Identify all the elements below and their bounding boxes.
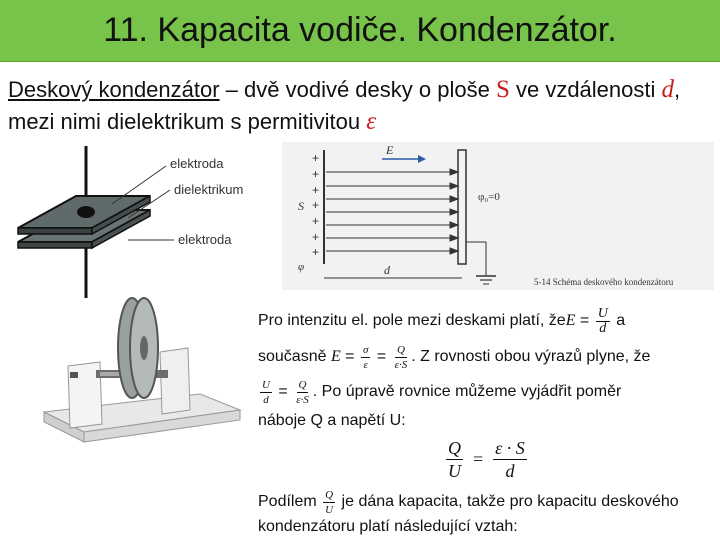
term-plate-capacitor: Deskový kondenzátor (8, 77, 220, 102)
p5-tail: je dána kapacita, takže pro kapacitu deskového (337, 493, 679, 510)
symbol-area: S (495, 76, 510, 103)
p2-tail: . Z rovnosti obou výrazů plyne, že (411, 348, 651, 365)
plus-signs (312, 151, 319, 259)
schema-background (282, 142, 714, 290)
p5-fraction-num: Q (325, 488, 334, 501)
p3-equals: = (273, 383, 293, 400)
p1-symbol-E: E (565, 312, 576, 329)
paragraph-1 (258, 304, 710, 338)
plus-sign: + (312, 198, 320, 212)
page-title: 11. Kapacita vodiče. Kondenzátor. (103, 11, 617, 49)
paragraph-6 (258, 517, 710, 537)
eq-right-den: d (505, 460, 515, 481)
eq-fraction-right (493, 437, 527, 482)
symbol-distance: d (661, 76, 674, 103)
intro-paragraph (8, 74, 714, 138)
p2-equals-1: = (340, 348, 359, 365)
paragraph-4 (258, 411, 710, 431)
p2-fraction-1-den: ε (363, 358, 368, 371)
p5-fraction-den: U (325, 503, 334, 516)
plus-sign: + (312, 245, 320, 259)
disc-hub (140, 336, 148, 360)
adjust-knob (70, 372, 78, 378)
paragraph-3 (258, 374, 710, 410)
plus-sign: + (312, 214, 320, 228)
p2-fraction-2 (393, 343, 410, 372)
bottom-plate-edge (18, 242, 92, 248)
p2-fraction-2-den: ε·S (394, 358, 408, 371)
p2-fraction-2-num: Q (396, 343, 405, 356)
eq-left-num: Q (448, 437, 461, 458)
eq-fraction-left (446, 437, 463, 482)
p1-fraction (596, 307, 610, 336)
title-bar (0, 0, 720, 62)
p5-fraction (323, 488, 335, 517)
symbol-permittivity: ε (366, 108, 377, 135)
paragraph-5 (258, 486, 710, 518)
paragraph-2 (258, 340, 710, 374)
p1-tail: a (611, 312, 626, 329)
p3-fraction-1 (260, 378, 272, 407)
p3-fraction-2-num: Q (298, 378, 307, 391)
p2-symbol-E: E (330, 348, 341, 365)
intro-text-2: ve vzdálenosti (509, 77, 662, 102)
p5-text: Podílem (258, 493, 322, 510)
potential-symbol: φ (298, 261, 305, 273)
p1-equals: = (575, 312, 594, 329)
p4-text: náboje Q a napětí U: (258, 412, 406, 429)
plus-sign: + (312, 183, 320, 197)
capacitor-schema-figure (282, 142, 714, 290)
plus-sign: + (312, 167, 320, 181)
intro-text-1: – dvě vodivé desky o ploše (219, 77, 496, 102)
capacity-equation (444, 434, 529, 484)
label-electrode-bottom: elektroda (178, 232, 232, 247)
eq-left-den: U (448, 460, 461, 481)
contact-dot (77, 206, 95, 218)
p1-text: Pro intenzitu el. pole mezi deskami platí, že (258, 312, 566, 329)
label-dielectric: dielektrikum (174, 182, 244, 197)
top-plate-edge (18, 228, 92, 234)
eq-equals: = (473, 448, 484, 469)
p2-fraction-1 (361, 343, 370, 372)
capacitor-apparatus-image (40, 292, 250, 462)
p1-fraction-num: U (597, 305, 608, 321)
p3-fraction-1-num: U (262, 378, 270, 391)
p2-fraction-1-num: σ (362, 343, 369, 356)
p3-fraction-2-den: ε·S (296, 393, 309, 406)
potential-label: φ₀=0 (478, 191, 500, 203)
field-label: E (386, 143, 394, 157)
p2-equals-2: = (372, 348, 391, 365)
plus-sign: + (312, 151, 320, 165)
right-stand (160, 348, 190, 414)
schema-caption: 5-14 Schéma deskového kondenzátoru (534, 277, 674, 287)
label-electrode-top: elektroda (170, 156, 224, 171)
intro-text-3: , mezi nimi dielektrikum s permitivitou (8, 77, 681, 134)
area-label: S (298, 199, 304, 213)
eq-right-num: ε · S (495, 437, 525, 458)
p2-text: současně (258, 348, 331, 365)
p3-tail: . Po úpravě rovnice můžeme vyjádřit poměr (312, 383, 622, 400)
capacitor-plates-figure (10, 144, 272, 304)
p3-fraction-1-den: d (263, 393, 269, 406)
distance-label: d (384, 263, 390, 277)
plus-sign: + (312, 230, 320, 244)
p6-text: kondenzátoru platí následující vztah: (258, 518, 518, 535)
p3-fraction-2 (294, 378, 311, 407)
p1-fraction-den: d (599, 320, 607, 336)
